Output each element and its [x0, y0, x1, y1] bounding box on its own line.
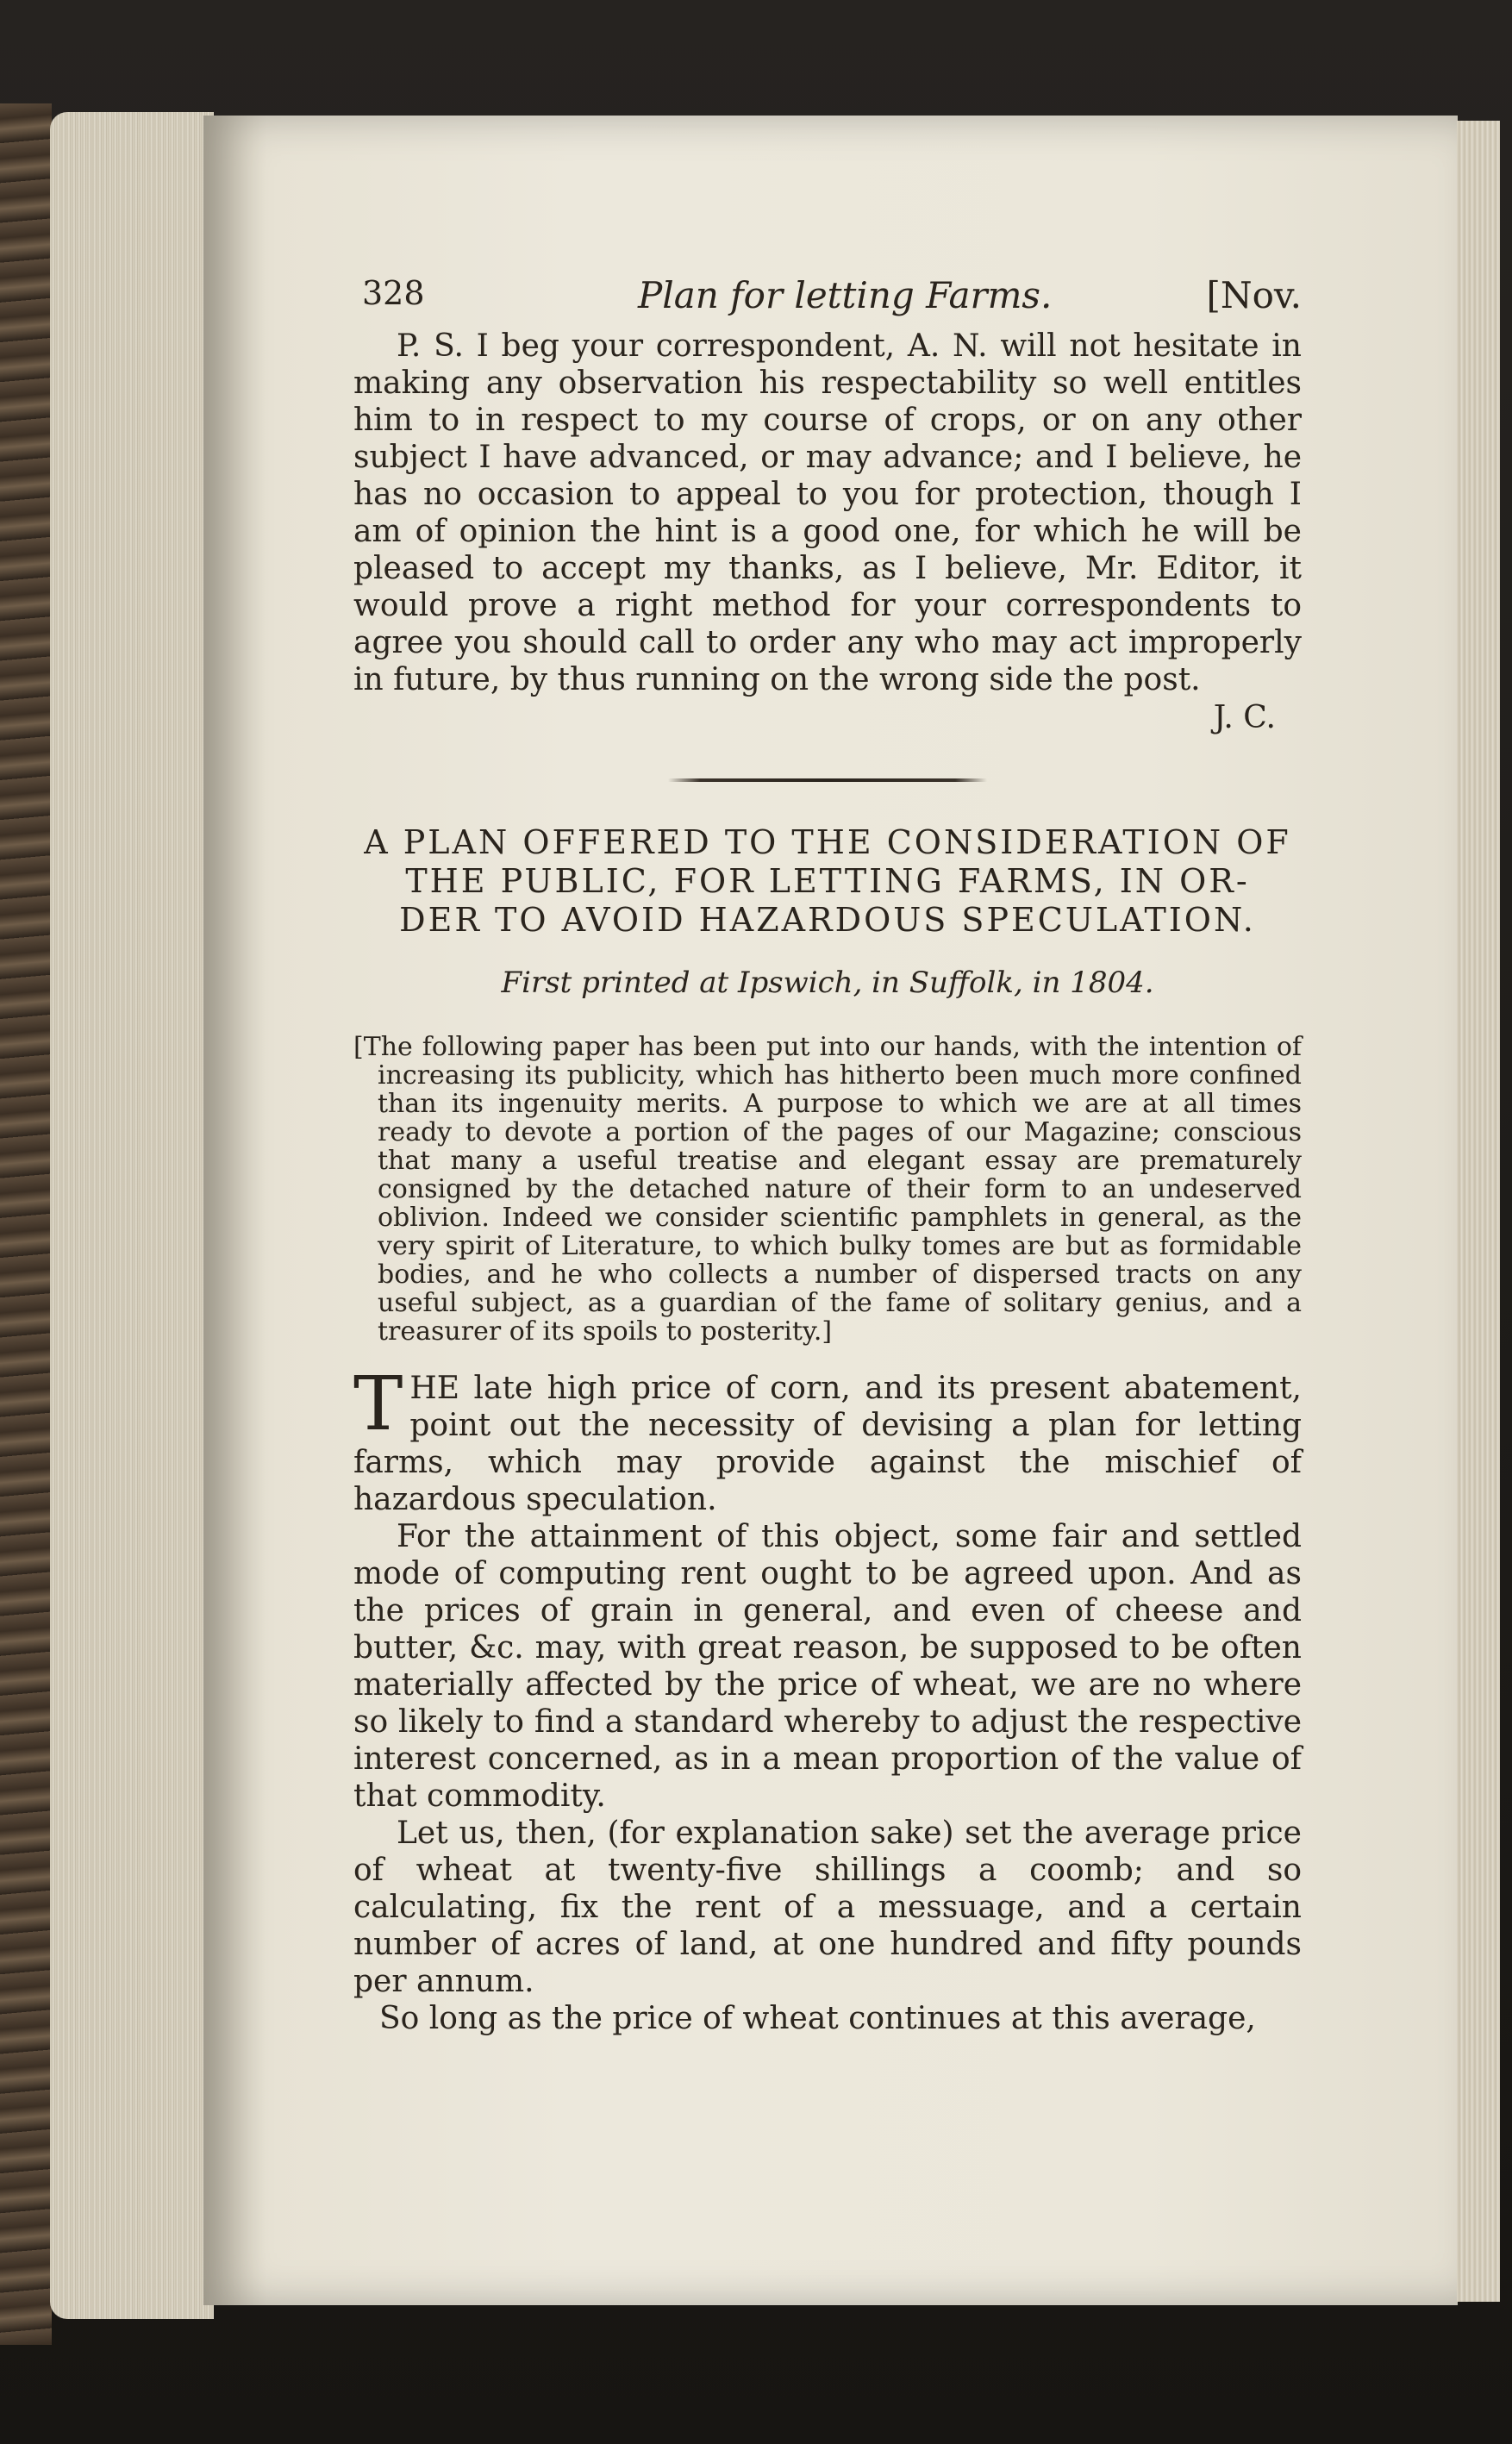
editor-note: [The following paper has been put into our hands, with the intention of increasing its publicity, which has hitherto been much more confined than its ingenuity merits. A purpose to which we are at all times ready to devote a portion of the pages of our Magazine; conscious that many a useful treatise and elegant essay are prematurely consigned by the detached nature of their form to an undeserved oblivion. Indeed we consider scientific pamphlets in general, as the very spirit of Literature, to which bulky tomes are but as formidable bodies, and he who collects a number of dispersed tracts on any useful subject, as a guardian of the fame of solitary genius, and a treasurer of its spoils to posterity.]	[353, 1032, 1302, 1347]
article-title-line-3: DER TO AVOID HAZARDOUS SPECULATION.	[399, 901, 1256, 939]
body-paragraph-1	[353, 1361, 1302, 1518]
body-paragraph-2: For the attainment of this object, some fair and settled mode of computing rent ought to be agreed upon. And as the prices of grain in general, and even of cheese and butter, &c. may, with great reason, be supposed to be often materially affected by the price of wheat, we are no where so likely to find a standard whereby to adjust the respective interest concerned, as in a mean proportion of the value of that commodity.	[353, 1519, 1302, 1814]
article-title	[353, 823, 1302, 940]
body-paragraph-1-text: HE late high price of corn, and its present abatement, point out the necessity of devising a plan for letting farms, which may provide against the mischief of hazardous speculation.	[353, 1371, 1302, 1517]
article-title-line-2: THE PUBLIC, FOR LETTING FARMS, IN OR-	[405, 862, 1250, 900]
drop-cap: T	[353, 1361, 403, 1447]
imprint-line: First printed at Ipswich, in Suffolk, in 1804.	[501, 966, 1154, 1000]
postscript-signature: J. C.	[1213, 700, 1276, 735]
section-divider	[668, 778, 987, 782]
body-paragraph-4: So long as the price of wheat continues at this average,	[379, 2001, 1256, 2036]
book-cover-edge	[0, 103, 52, 2345]
page-number: 328	[362, 274, 425, 312]
page-edges-right	[1457, 121, 1500, 2302]
article-title-line-1: A PLAN OFFERED TO THE CONSIDERATION OF	[364, 823, 1291, 861]
page-edges-left	[50, 112, 214, 2319]
article-body	[353, 1361, 1302, 2037]
running-month: [Nov.	[1206, 274, 1302, 316]
running-title: Plan for letting Farms.	[638, 274, 1053, 316]
postscript-paragraph: P. S. I beg your correspondent, A. N. will not hesitate in making any observation his respectability so well entitles him to in respect to my course of crops, or on any other subject I have advanced, or may advance; and I believe, he has no occasion to appeal to you for protection, though I am of opinion the hint is a good one, for which he will be pleased to accept my thanks, as I believe, Mr. Editor, it would prove a right method for your correspondents to agree you should call to order any who may act improperly in future, by thus running on the wrong side the post.	[353, 328, 1302, 697]
body-paragraph-3: Let us, then, (for explanation sake) set the average price of wheat at twenty-five shillings a coomb; and so calculating, fix the rent of a messuage, and a certain number of acres of land, at one hundred and fifty pounds per annum.	[353, 1816, 1302, 1999]
page-text	[353, 274, 1302, 2037]
running-head	[353, 274, 1302, 326]
